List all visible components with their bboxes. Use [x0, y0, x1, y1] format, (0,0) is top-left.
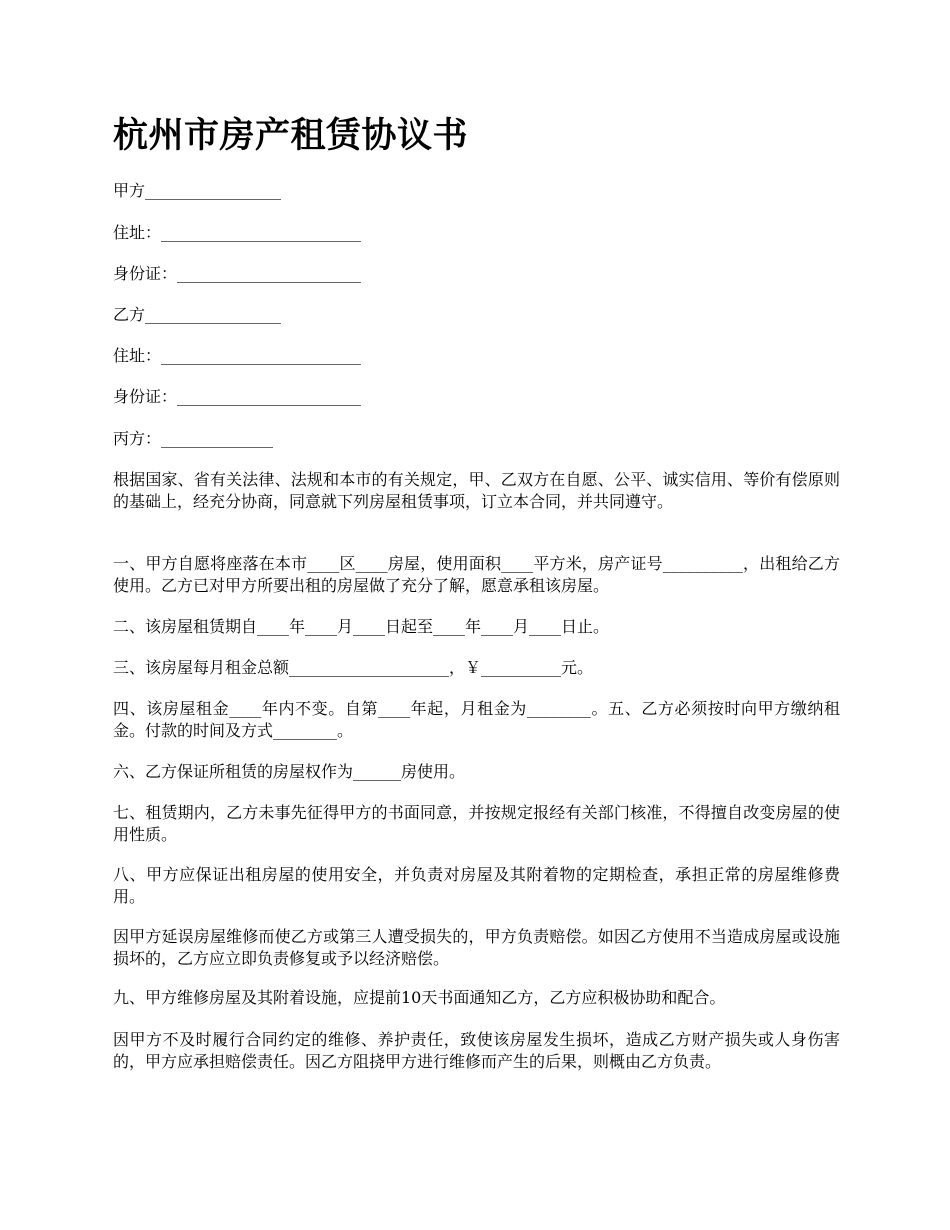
clause-7-paragraph: 七、租赁期内，乙方未事先征得甲方的书面同意，并按规定报经有关部门核准，不得擅自改变房屋的使用性质。: [113, 803, 840, 844]
clause-2-paragraph: 二、该房屋租赁期自____年____月____日起至____年____月____日止。: [113, 617, 610, 636]
party-b-address-field: 住址：_________________________: [113, 346, 362, 365]
clause-1-paragraph: 一、甲方自愿将座落在本市____区____房屋，使用面积____平方米，房产证号__________，出租给乙方使用。乙方已对甲方所要出租的房屋做了充分了解，愿意承租该房屋。: [113, 554, 840, 595]
party-b-name-field: 乙方_________________: [113, 305, 282, 324]
clause-6-paragraph: 六、乙方保证所租赁的房屋权作为______房使用。: [113, 762, 466, 781]
party-a-address-field: 住址：_________________________: [113, 223, 362, 242]
clause-8-paragraph: 八、甲方应保证出租房屋的使用安全，并负责对房屋及其附着物的定期检查，承担正常的房屋维修费用。: [113, 865, 840, 906]
party-a-name-field: 甲方_________________: [113, 181, 282, 200]
preamble-paragraph: 根据国家、省有关法律、法规和本市的有关规定，甲、乙双方在自愿、公平、诚实信用、等价有偿原则的基础上，经充分协商，同意就下列房屋租赁事项，订立本合同，并共同遵守。: [113, 470, 840, 511]
document-title: 杭州市房产租赁协议书: [113, 116, 469, 156]
clause-9-liability-paragraph: 因甲方不及时履行合同约定的维修、养护责任，致使该房屋发生损坏，造成乙方财产损失或人身伤害的，甲方应承担赔偿责任。因乙方阻挠甲方进行维修而产生的后果，则概由乙方负责。: [113, 1030, 840, 1071]
clause-8-compensation-paragraph: 因甲方延误房屋维修而使乙方或第三人遭受损失的，甲方负责赔偿。如因乙方使用不当造成房屋或设施损坏的，乙方应立即负责修复或予以经济赔偿。: [113, 927, 840, 968]
party-a-id-field: 身份证：_______________________: [113, 264, 362, 283]
party-b-id-field: 身份证：_______________________: [113, 387, 362, 406]
party-c-field: 丙方：______________: [113, 429, 274, 448]
clause-9-paragraph: 九、甲方维修房屋及其附着设施，应提前10天书面通知乙方，乙方应积极协助和配合。: [113, 988, 726, 1007]
clause-3-paragraph: 三、该房屋每月租金总额____________________，￥__________元。: [113, 658, 594, 677]
clause-4-5-paragraph: 四、该房屋租金____年内不变。自第____年起，月租金为________。五、乙方必须按时向甲方缴纳租金。付款的时间及方式________。: [113, 699, 840, 740]
